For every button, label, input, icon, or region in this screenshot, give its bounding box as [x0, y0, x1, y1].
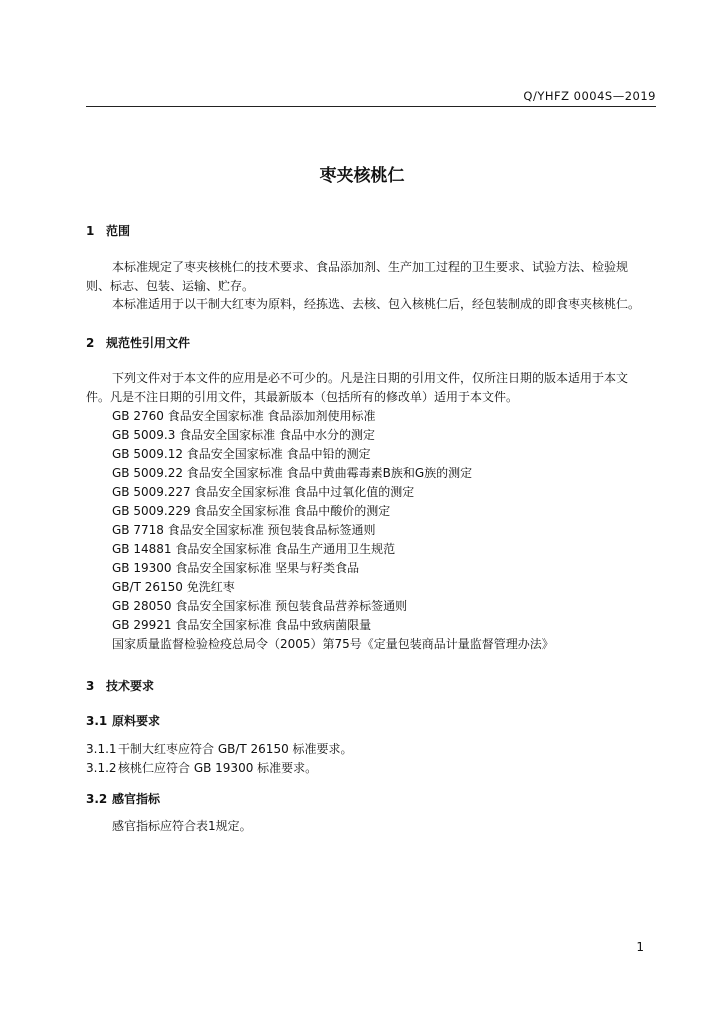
s1-para1-line1: 本标准规定了枣夹核桃仁的技术要求、食品添加剂、生产加工过程的卫生要求、试验方法、检验规	[112, 260, 629, 274]
section-2-heading	[86, 334, 190, 351]
s32-text: 感官指标应符合表1规定。	[112, 819, 252, 833]
header-rule	[86, 106, 656, 107]
s2-para1-line2: 件。凡是不注日期的引用文件，其最新版本（包括所有的修改单）适用于本文件。	[86, 390, 519, 404]
clause-text: 核桃仁应符合 GB 19300 标准要求。	[118, 761, 318, 775]
section-title: 感官指标	[112, 792, 161, 806]
s1-para1-line2: 则、标志、包装、运输、贮存。	[86, 279, 255, 293]
reference-item: GB 5009.22 食品安全国家标准 食品中黄曲霉毒素B族和G族的测定	[112, 466, 473, 480]
reference-item: GB 29921 食品安全国家标准 食品中致病菌限量	[112, 618, 372, 632]
page-number: 1	[636, 940, 644, 954]
reference-item: GB 14881 食品安全国家标准 食品生产通用卫生规范	[112, 542, 396, 556]
section-number: 3.1	[86, 714, 108, 728]
reference-item: 国家质量监督检验检疫总局令（2005）第75号《定量包装商品计量监督管理办法》	[112, 637, 554, 651]
section-number: 3.2	[86, 792, 108, 806]
clause-number: 3.1.2	[86, 761, 117, 775]
reference-item: GB/T 26150 免洗红枣	[112, 580, 235, 594]
section-3-heading	[86, 677, 154, 694]
section-title: 规范性引用文件	[106, 336, 191, 350]
section-number: 2	[86, 336, 95, 350]
s2-para1-line1: 下列文件对于本文件的应用是必不可少的。凡是注日期的引用文件，仅所注日期的版本适用于本文	[112, 371, 629, 385]
reference-item: GB 7718 食品安全国家标准 预包装食品标签通则	[112, 523, 376, 537]
clause-3-1-2	[86, 759, 317, 778]
section-number: 1	[86, 224, 95, 238]
reference-item: GB 5009.3 食品安全国家标准 食品中水分的测定	[112, 428, 375, 442]
section-title: 范围	[106, 224, 131, 238]
clause-text: 干制大红枣应符合 GB/T 26150 标准要求。	[118, 742, 353, 756]
standard-code: Q/YHFZ 0004S—2019	[523, 89, 656, 103]
section-1-heading	[86, 222, 130, 239]
section-3-2-heading	[86, 790, 160, 807]
reference-item: GB 19300 食品安全国家标准 坚果与籽类食品	[112, 561, 360, 575]
reference-item: GB 5009.12 食品安全国家标准 食品中铅的测定	[112, 447, 371, 461]
section-3-1-heading	[86, 712, 160, 729]
document-title: 枣夹核桃仁	[319, 166, 405, 186]
reference-item: GB 5009.229 食品安全国家标准 食品中酸价的测定	[112, 504, 391, 518]
s1-para2: 本标准适用于以干制大红枣为原料，经拣选、去核、包入核桃仁后，经包装制成的即食枣夹核桃仁。	[112, 297, 641, 311]
clause-3-1-1	[86, 740, 353, 759]
reference-item: GB 2760 食品安全国家标准 食品添加剂使用标准	[112, 409, 376, 423]
reference-item: GB 28050 食品安全国家标准 预包装食品营养标签通则	[112, 599, 408, 613]
reference-item: GB 5009.227 食品安全国家标准 食品中过氧化值的测定	[112, 485, 415, 499]
section-title: 技术要求	[106, 679, 155, 693]
section-title: 原料要求	[112, 714, 161, 728]
clause-number: 3.1.1	[86, 742, 117, 756]
section-number: 3	[86, 679, 95, 693]
